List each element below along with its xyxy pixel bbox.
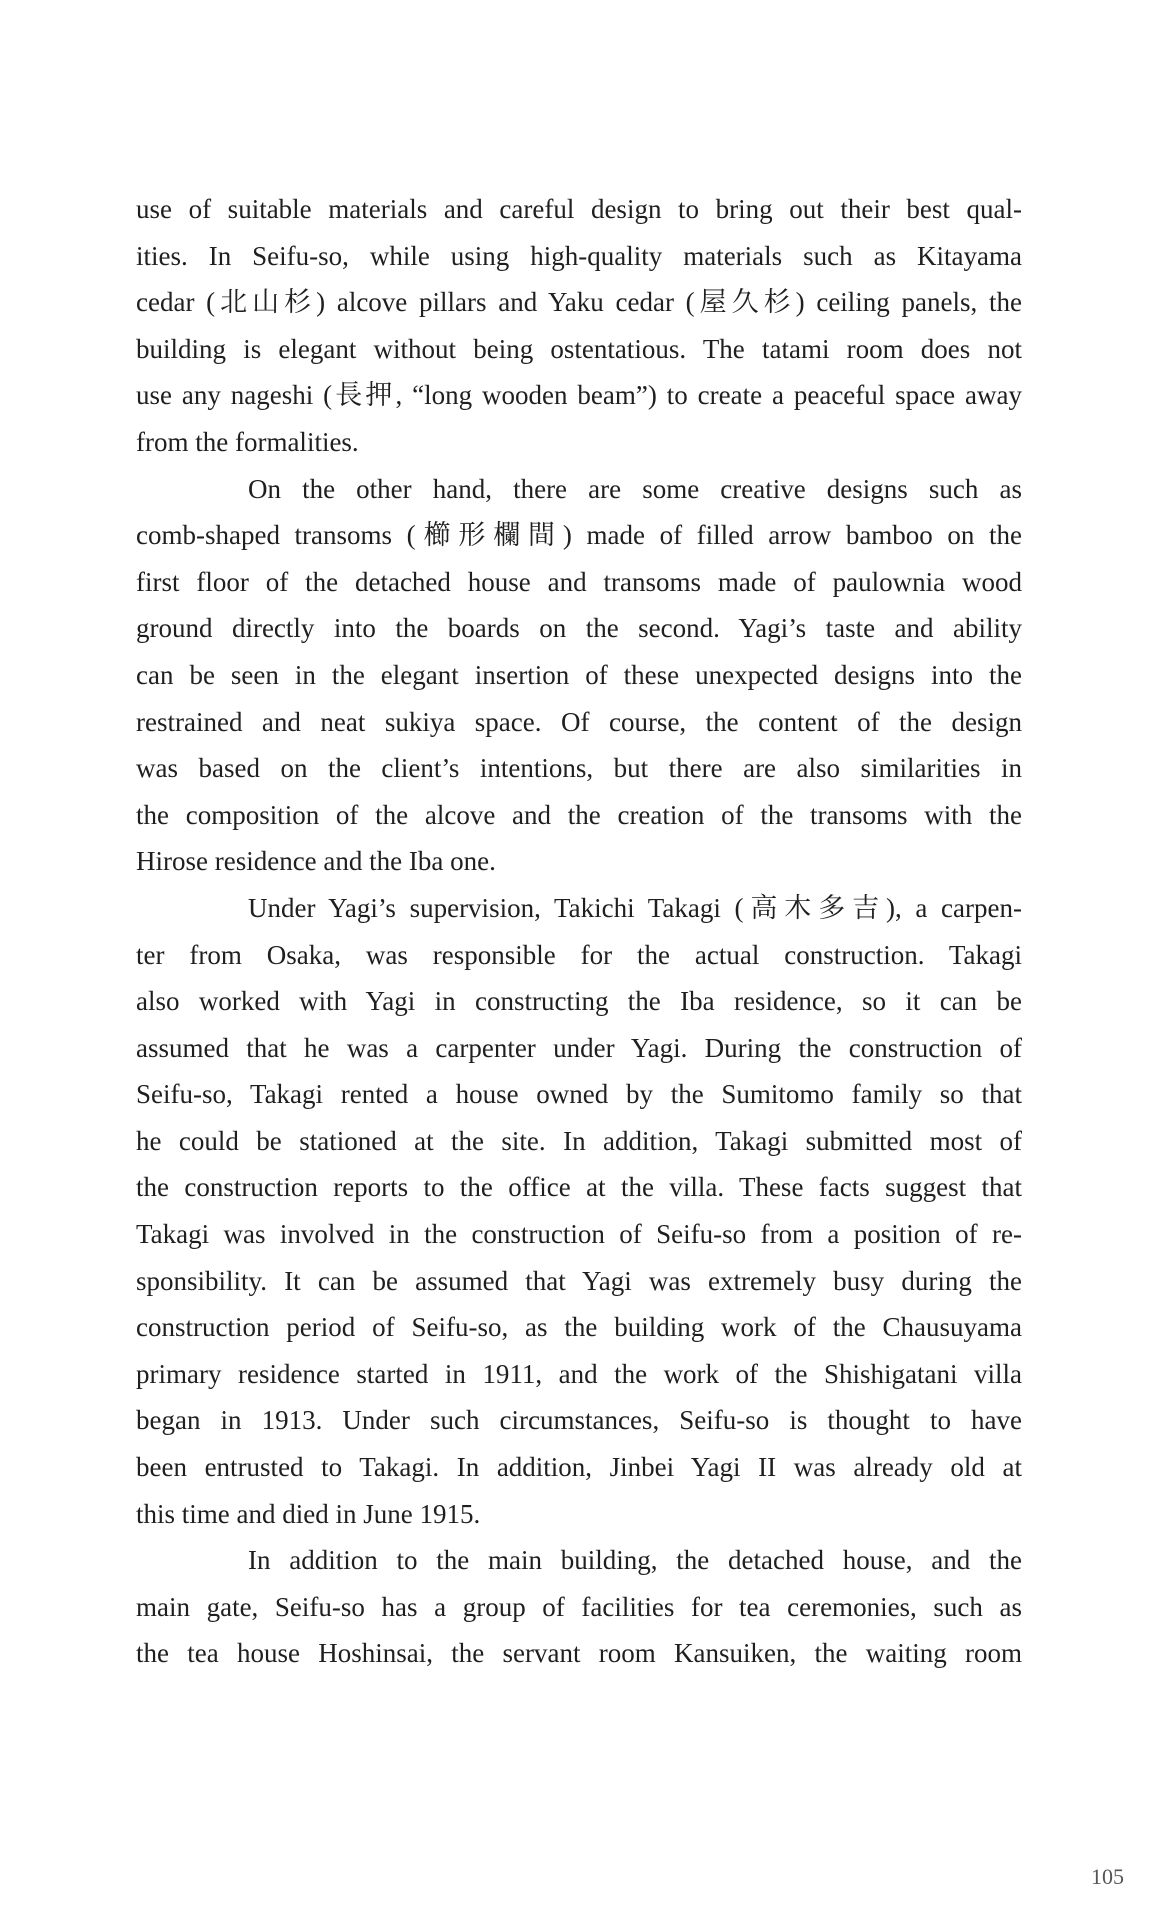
text-line: construction period of Seifu-so, as the building work of the Chausuyama xyxy=(136,1312,1022,1343)
text-line: comb-shaped transoms (櫛形欄間) made of filled arrow bamboo on the xyxy=(136,520,1022,551)
body-text xyxy=(136,186,1022,1677)
text-line: the construction reports to the office at the villa. These facts suggest that xyxy=(136,1172,1022,1203)
text-line: also worked with Yagi in constructing the Iba residence, so it can be xyxy=(136,986,1022,1017)
text-line: ter from Osaka, was responsible for the actual construction. Takagi xyxy=(136,939,1022,970)
text-line: can be seen in the elegant insertion of these unexpected designs into the xyxy=(136,659,1022,690)
text-line: restrained and neat sukiya space. Of course, the content of the design xyxy=(136,706,1022,737)
text-line: from the formalities. xyxy=(136,426,359,457)
text-line: main gate, Seifu-so has a group of facilities for tea ceremonies, such as xyxy=(136,1591,1022,1622)
text-line: use of suitable materials and careful design to bring out their best qual- xyxy=(136,194,1022,224)
text-line: he could be stationed at the site. In addition, Takagi submitted most of xyxy=(136,1125,1022,1156)
page-number: 105 xyxy=(1091,1864,1124,1889)
text-line: first floor of the detached house and transoms made of paulownia wood xyxy=(136,566,1022,597)
text-line: Hirose residence and the Iba one. xyxy=(136,846,496,877)
text-line: assumed that he was a carpenter under Yagi. During the construction of xyxy=(136,1032,1022,1063)
text-line: In addition to the main building, the detached house, and the xyxy=(248,1545,1022,1576)
text-line: ground directly into the boards on the second. Yagi’s taste and ability xyxy=(136,613,1022,644)
text-line: been entrusted to Takagi. In addition, Jinbei Yagi II was already old at xyxy=(136,1452,1022,1483)
text-line: Under Yagi’s supervision, Takichi Takagi (高木多吉), a carpen- xyxy=(248,892,1022,923)
text-line: the tea house Hoshinsai, the servant room Kansuiken, the waiting room xyxy=(136,1638,1022,1669)
text-line: began in 1913. Under such circumstances, Seifu-so is thought to have xyxy=(136,1405,1022,1436)
text-line: ities. In Seifu-so, while using high-quality materials such as Kitayama xyxy=(136,240,1022,271)
text-line: this time and died in June 1915. xyxy=(136,1498,481,1529)
text-line: the composition of the alcove and the creation of the transoms with the xyxy=(136,799,1022,830)
text-line: building is elegant without being ostentatious. The tatami room does not xyxy=(136,333,1022,364)
text-line: Takagi was involved in the construction of Seifu-so from a position of re- xyxy=(136,1219,1022,1250)
text-line: primary residence started in 1911, and the work of the Shishigatani villa xyxy=(136,1358,1022,1389)
text-line: use any nageshi (長押, “long wooden beam”) to create a peaceful space away xyxy=(136,380,1022,411)
text-line: Seifu-so, Takagi rented a house owned by the Sumitomo family so that xyxy=(136,1079,1022,1110)
text-line: On the other hand, there are some creative designs such as xyxy=(248,473,1022,504)
text-line: cedar (北山杉) alcove pillars and Yaku cedar (屋久杉) ceiling panels, the xyxy=(136,287,1022,318)
text-line: was based on the client’s intentions, but there are also similarities in xyxy=(136,753,1022,784)
text-line: sponsibility. It can be assumed that Yagi was extremely busy during the xyxy=(136,1265,1022,1296)
